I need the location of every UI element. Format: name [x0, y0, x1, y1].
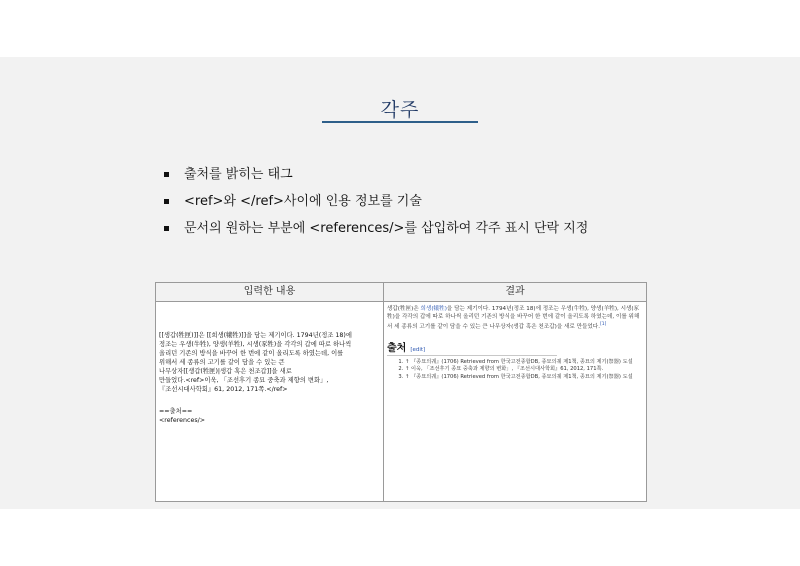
- result-link[interactable]: 희생(犧牲): [420, 306, 447, 312]
- footnote-marker[interactable]: [1]: [599, 322, 607, 327]
- source-line: ==출처==: [159, 408, 193, 415]
- source-wikitext: [159, 331, 381, 425]
- reference-item: 2. ↑ 이욱, 「조선후기 종묘 중축과 제향의 변화」, 『조선시대사학회』61, 2012, 171쪽.: [405, 366, 642, 374]
- table-header-result: 결과: [384, 283, 646, 302]
- bullet-list: [162, 161, 588, 242]
- reference-item: 3. ↑ 『종묘의궤』(1706) Retrieved from 한국고전종합DB, 종묘의궤 제1책, 종묘의 제기(祭器) 도설: [405, 374, 642, 382]
- bullet-icon: [164, 172, 169, 177]
- source-line: 나무상자[[생갑(牲匣)|생갑 혹은 천조갑]]을 새로: [159, 368, 292, 375]
- rendered-result: [387, 305, 642, 381]
- title-underline: [322, 121, 478, 123]
- references-list: [387, 359, 642, 382]
- bullet-icon: [164, 199, 169, 204]
- bullet-item: 출처를 밝히는 태그: [162, 161, 588, 188]
- slide: [0, 57, 800, 509]
- source-line: 위해서 세 종류의 고기를 같이 담을 수 있는 큰: [159, 359, 285, 366]
- example-table: [155, 282, 647, 502]
- source-line: 정조는 우생(牛牲), 양생(羊牲), 시생(豕牲)을 각각의 갑에 따로 하나씩: [159, 341, 352, 348]
- source-line: 올리던 기존의 방식을 바꾸어 한 번에 같이 올리도록 하였는데, 이를: [159, 350, 344, 357]
- source-line: 『조선시대사학회』61, 2012, 171쪽.</ref>: [159, 386, 288, 393]
- references-heading: 출처 [edit]: [387, 345, 557, 356]
- edit-link[interactable]: [edit]: [410, 346, 426, 353]
- column-divider: [383, 283, 384, 501]
- bullet-item: <ref>와 </ref>사이에 인용 정보를 기술: [162, 188, 588, 215]
- result-paragraph: 생갑(牲匣)은 희생(犧牲)을 담는 제기이다. 1794년(정조 18)에 정조는 우생(牛牲), 양생(羊牲), 시생(豕牲)을 각각의 갑에 따로 하나씩 올리던 기존의 방식을 바꾸어 한 번에 같이 올리도록 하였는데, 이를 위해서 세 종류의 고기를 같이 담을 수 있는 큰 나무상자(생갑 혹은 천조갑)을 새로 만들었다.[1]: [387, 306, 640, 330]
- bullet-item: 문서의 원하는 부분에 <references/>를 삽입하여 각주 표시 단락 지정: [162, 215, 588, 242]
- reference-item: 1. ↑ 『종묘의궤』(1706) Retrieved from 한국고전종합DB, 종묘의궤 제1책, 종묘의 제기(祭器) 도설: [405, 359, 642, 367]
- slide-title: 각주: [380, 99, 420, 121]
- source-line: 만들었다.<ref>이욱, 「조선후기 종묘 중축과 제향의 변화」,: [159, 377, 329, 384]
- bullet-icon: [164, 226, 169, 231]
- source-line: <references/>: [159, 417, 206, 424]
- source-line: [[생갑(牲匣)]]은 [[희생(犧牲)]]을 담는 제기이다. 1794년(정조 18)에: [159, 332, 352, 339]
- table-header-input: 입력한 내용: [156, 283, 384, 302]
